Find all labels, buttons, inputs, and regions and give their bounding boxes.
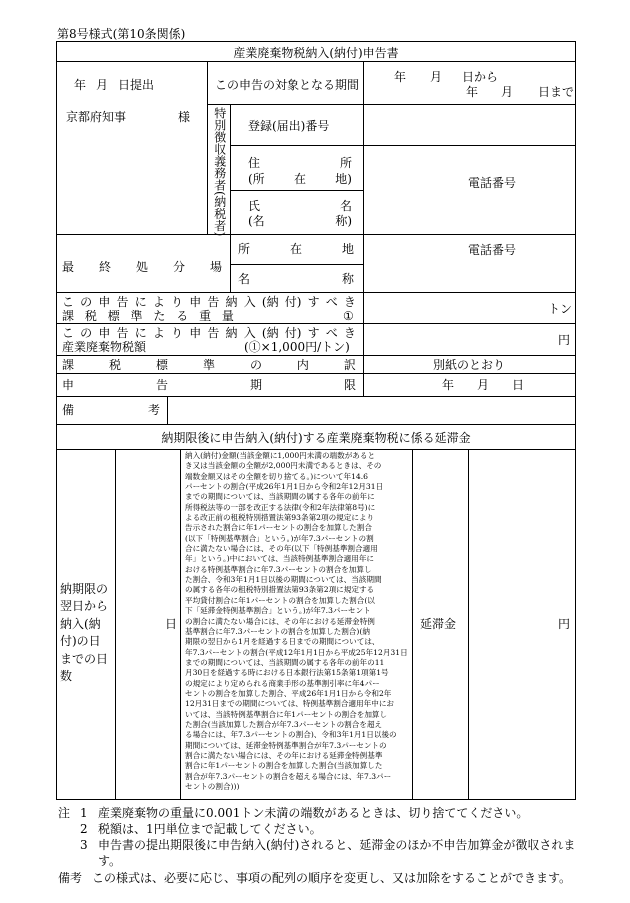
day-unit: 日 [165,617,178,631]
note-3-number: 3 [80,838,88,852]
period-to-day: 日まで [538,85,575,99]
breakdown-label: 課 税 標 準 の 内 訳 [62,358,356,372]
ton-unit: トン [548,302,573,316]
address-label: 住 所 [248,156,352,170]
yen-unit: 円 [558,333,571,347]
note-3-text: 申告書の提出期限後に申告納入(納付)されると、延滞金のほか不申告加算金が徴収されま [98,838,576,852]
deadline-year: 年 [442,378,455,392]
tax-amount-line2: 産業廃棄物税額 [62,340,147,354]
bikou-label: 備考 [58,871,83,885]
tax-standard-mark: ① [343,309,354,323]
period-label: この申告の対象となる期間 [215,78,360,92]
registration-label: 登録(届出)番号 [248,119,330,133]
late-section-title: 納期限後に申告納入(納付)する産業廃棄物税に係る延滞金 [161,431,471,445]
calc-text: 納入(納付)金額(当該金額に1,000円未満の端数があると き又は当該金額の全額が2,000円未満であるときは、その 端数金額又はその全額を切り捨てる。)について年14.6 パーセントの割合(平成26年1月1日から令和2年12月31日 までの期間については、当該期間の属する各年の前年に 所得税法等の一部を改正する法律(令和2年法律第8号)に よる改正前の租税特別措置法第93条第2項の規定により 告示された割合に年1パーセントの割合を加算した割合 (以下「特例基準割合」という。)が年7.3パーセントの割 合に満たない場合には、その年(以下「特例基準割合適用 年」という。)中においては、当該特例基準割合適用年に おける特例基準割合に年7.3パーセントの割合を加算し た割合、令和3年1月1日以後の期間については、当該期間 の属する各年の租税特別措置法第93条第2項に規定する 平均貸付割合に年1パーセントの割合を加算した割合(以 下「延滞金特例基準割合」という。)が年7.3パーセント の割合に満たない場合には、その年における延滞金特例 基準割合に年7.3パーセントの割合を加算した割合)(納 期限の翌日から1月を経過する日までの期間については、 年7.3パーセントの割合(平成12年1月1日から平成25年12月31日 までの期間については、当該期間の属する各年の前年の11 月30日を経過する時における日本銀行法第15条第1項第1号 の規定により定められる商業手形の基準割引率に年4パー セントの割合を加算した割合、平成26年1月1日から令和2年 12月31日までの期間については、特例基準割合適用年中にお いては、当該特例基準割合に年1パーセントの割合を加算し た割合(当該加算した割合が年7.3パーセントの割合を超え る場合には、年7.3パーセントの割合)、令和3年1月1日以後の 期間については、延滞金特例基準割合が年7.3パーセントの 割合に満たない場合には、その年における延滞金特例基準 割合に年1パーセントの割合を加算した割合(当該加算した 割合が年7.3パーセントの割合を超える場合には、年7.3パー セントの割合))) [185,451,408,791]
deadline-day: 日 [512,378,525,392]
note-2-text: 税額は、1円単位まで記載してください。 [98,822,322,836]
period-to-year: 年 [466,85,479,99]
honorific: 様 [178,110,191,124]
remarks-label: 備 考 [62,403,160,417]
late-fee-yen-unit: 円 [558,617,571,631]
deadline-label: 申 告 期 限 [62,378,356,392]
location-label: 所 在 地 [238,242,354,256]
bikou-text: この様式は、必要に応じ、事項の配列の順序を変更し、又は加除をすることができます。 [92,871,572,885]
note-2-number: 2 [80,822,88,836]
period-from-year: 年 [394,70,407,84]
period-to-month: 月 [501,85,514,99]
final-name-label: 名 称 [238,272,354,286]
submission-year: 年 [74,78,87,92]
form-number: 第8号様式(第10条関係) [57,27,186,41]
submission-month: 月 [96,78,109,92]
final-phone-label: 電話番号 [468,243,517,257]
period-from-day: 日から [462,70,499,84]
address-sub-label: (所 在 地) [248,172,352,186]
period-from-month: 月 [430,70,443,84]
breakdown-value: 別紙のとおり [433,358,506,372]
tax-standard-line2: 課 税 標 準 た る 重 量 [62,309,234,323]
note-1-number: 1 [80,806,88,820]
days-label: 納期限の 翌日から 納入(納 付)の日 までの日 数 [60,582,109,684]
name-label: 氏 名 [248,199,352,213]
note-3-continuation: す。 [98,854,122,868]
final-disposal-label: 最 終 処 分 場 [62,260,222,274]
tax-amount-formula: (①×1,000円/トン) [244,340,350,354]
submission-day: 日提出 [118,78,155,92]
name-sub-label: (名 称) [248,214,352,228]
collector-label: 特別徴収義務者(納税者) [212,107,227,237]
tax-amount-line1: こ の 申 告 に よ り 申 告 納 入 (納 付) す べ き [62,326,356,340]
addressee: 京都府知事 [66,110,127,124]
late-fee-label: 延滞金 [420,617,457,631]
note-1-text: 産業廃棄物の重量に0.001トン未満の端数があるときは、切り捨ててください。 [98,806,529,820]
notes-label: 注 [58,806,71,820]
deadline-month: 月 [477,378,490,392]
form-title: 産業廃棄物税納入(納付)申告書 [233,46,399,60]
phone-label: 電話番号 [468,176,517,190]
tax-standard-line1: こ の 申 告 に よ り 申 告 納 入 (納 付) す べ き [62,295,356,309]
